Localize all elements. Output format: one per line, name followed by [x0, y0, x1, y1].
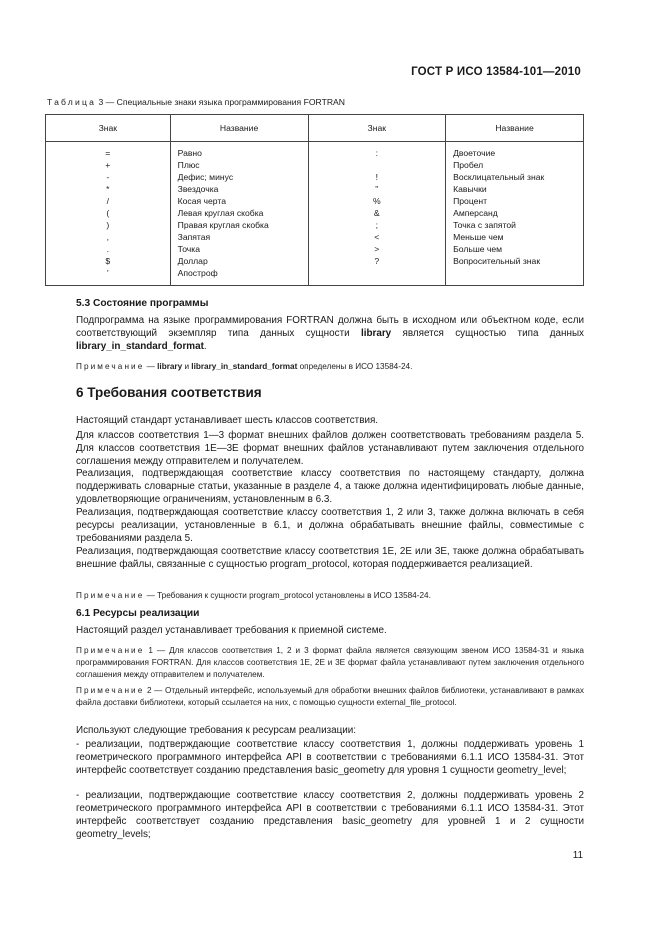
section-6-paragraph-4: Реализация, подтверждающая соответствие классу соответствия 1, 2 или 3, также должна включать в себя ресурсы реализации, установленные в 6.1, и должна обрабатывать внешние файлы, совместимые с требованиями раздела 5.	[76, 507, 584, 544]
sign-cell: /	[106, 196, 110, 206]
sign-cell: >	[374, 244, 380, 254]
name-cell: Вопросительный знак	[453, 256, 541, 266]
note-text: и	[182, 362, 192, 371]
sign-cell: $	[105, 256, 111, 266]
sign-cell: ;	[375, 220, 378, 230]
special-characters-table	[45, 114, 584, 286]
document-header: ГОСТ Р ИСО 13584-101—2010	[411, 66, 581, 78]
name-cell: Процент	[453, 196, 488, 206]
entity-name-library: library	[360, 328, 392, 339]
sign-cell: (	[106, 208, 110, 218]
para-text: Подпрограмма на языке программирования FORTRAN должна быть в исходном или объектном коде, если соответствующий экземпляр типа данных сущности	[76, 315, 584, 339]
note-text: 2 — Отдельный интерфейс, используемый для обработки внешних файлов библиотеки, устанавливают в рамках файла доставки библиотеки, который ссылается на них, с помощью сущности external_file_protocol.	[76, 686, 584, 707]
table-caption-prefix: Таблица	[47, 97, 97, 107]
note-entity-library-in-standard-format: library_in_standard_format	[191, 362, 298, 371]
section-6-1-paragraph-3: - реализации, подтверждающие соответствие классу соответствия 1, должны поддерживать уровень 1 геометрического программного интерфейса API в соответствии с требованиями 6.1.1 ИСО 13584-31. Этот интерфейс соответствует созданию представления basic_geometry для уровня 1 сущности geometry_level;	[76, 739, 584, 776]
note-text: —	[144, 362, 158, 371]
note-label: Примечание	[76, 646, 145, 655]
sign-cell: :	[375, 148, 378, 158]
name-cell: Двоеточие	[453, 148, 496, 158]
note-label: Примечание	[76, 362, 145, 371]
sign-column-2	[308, 142, 446, 286]
section-5-3-heading: 5.3 Состояние программы	[76, 298, 209, 309]
name-cell: Плюс	[177, 160, 200, 170]
section-6-paragraph-2: Для классов соответствия 1—3 формат внешних файлов должен соответствовать требованиям раздела 5. Для классов соответствия 1Е—3Е формат внешних файлов устанавливают путем заключения отдельного соглашения между отправителем и получателем.	[76, 430, 584, 467]
name-cell: Доллар	[177, 256, 208, 266]
name-cell: Апостроф	[177, 268, 218, 278]
section-6-heading: 6 Требования соответствия	[76, 385, 262, 400]
section-6-1-heading: 6.1 Ресурсы реализации	[76, 608, 200, 619]
table-header-sign-1: Знак	[46, 115, 171, 142]
note-text: — Требования к сущности program_protocol установлены в ИСО 13584-24.	[144, 591, 431, 600]
section-6-paragraph-5: Реализация, подтверждающая соответствие классу соответствия 1Е, 2Е или 3Е, также должна обрабатывать внешние файлы, связанные с сущностью program_protocol, которая поддерживается реализацией.	[76, 546, 584, 570]
name-cell: Восклицательный знак	[453, 172, 545, 182]
name-cell: Точка	[177, 244, 201, 254]
sign-cell: -	[106, 172, 110, 182]
name-column-2	[446, 142, 584, 286]
section-6-1-note-2	[76, 685, 584, 709]
section-6-paragraph-1: Настоящий стандарт устанавливает шесть классов соответствия.	[76, 415, 379, 426]
name-cell: Дефис; минус	[177, 172, 234, 182]
table-header-name-2: Название	[446, 115, 584, 142]
section-6-note	[76, 590, 584, 602]
note-label: Примечание	[76, 591, 145, 600]
note-text: определены в ИСО 13584-24.	[297, 362, 413, 371]
sign-cell: .	[106, 244, 110, 254]
name-cell: Кавычки	[453, 184, 487, 194]
name-cell: Больше чем	[453, 244, 503, 254]
note-text: 1 — Для классов соответствия 1, 2 и 3 формат файла является связующим звеном ИСО 13584-31 и языка программирования FORTRAN. Для классов соответствия 1Е, 2Е и 3Е формат файла устанавливают путем заключения отдельного соглашения между отправителем и получателем.	[76, 646, 584, 679]
section-5-3-paragraph	[76, 314, 584, 353]
sign-cell: !	[375, 172, 378, 182]
name-cell: Меньше чем	[453, 232, 504, 242]
name-cell: Запятая	[177, 232, 211, 242]
section-5-3-note	[76, 361, 584, 373]
section-6-1-note-1	[76, 645, 584, 680]
sign-cell: '	[106, 268, 109, 278]
sign-cell: &	[373, 208, 380, 218]
sign-cell: <	[374, 232, 380, 242]
sign-cell: "	[375, 184, 379, 194]
section-6-1-paragraph-1: Настоящий раздел устанавливает требования к приемной системе.	[76, 625, 387, 636]
sign-cell: +	[105, 160, 111, 170]
table-header-sign-2: Знак	[308, 115, 446, 142]
name-cell: Правая круглая скобка	[177, 220, 269, 230]
section-6-1-paragraph-4: - реализации, подтверждающие соответствие классу соответствия 2, должны поддерживать уровень 2 геометрического программного интерфейса API в соответствии с требованиями 6.1.1 ИСО 13584-31. Этот интерфейс соответствует созданию представления basic_geometry для уровней 1 и 2 сущности geometry_levels;	[76, 790, 584, 840]
sign-cell: ?	[374, 256, 380, 266]
name-cell: Точка с запятой	[453, 220, 516, 230]
sign-column-1	[46, 142, 171, 286]
table-header-name-1: Название	[170, 115, 308, 142]
sign-cell: =	[105, 148, 111, 158]
page-number: 11	[572, 850, 583, 861]
sign-cell: )	[106, 220, 110, 230]
name-cell: Пробел	[453, 160, 484, 170]
name-column-1	[170, 142, 308, 286]
para-text: .	[203, 341, 207, 352]
note-label: Примечание	[76, 686, 145, 695]
sign-cell: ,	[106, 232, 110, 242]
sign-cell	[309, 159, 446, 171]
table-caption	[47, 97, 345, 107]
name-cell: Амперсанд	[453, 208, 498, 218]
section-6-paragraph-3: Реализация, подтверждающая соответствие классу соответствия по настоящему стандарту, должна поддерживать словарные статьи, указанные в разделе 4, а также должна идентифицировать любые данные, удовлетворяющие ограничениям, установленным в 6.3.	[76, 468, 584, 505]
entity-name-library-in-standard-format: library_in_standard_format	[76, 341, 204, 352]
sign-cell: %	[372, 196, 381, 206]
name-cell: Косая черта	[177, 196, 227, 206]
name-cell: Равно	[177, 148, 202, 158]
section-6-1-paragraph-2: Используют следующие требования к ресурсам реализации:	[76, 725, 357, 736]
sign-cell: *	[106, 184, 110, 194]
name-cell: Левая круглая скобка	[177, 208, 264, 218]
note-entity-library: library	[157, 362, 183, 371]
table-caption-text: 3 — Специальные знаки языка программирования FORTRAN	[96, 97, 345, 107]
para-text: является сущностью типа данных	[391, 328, 584, 339]
name-cell: Звездочка	[177, 184, 219, 194]
